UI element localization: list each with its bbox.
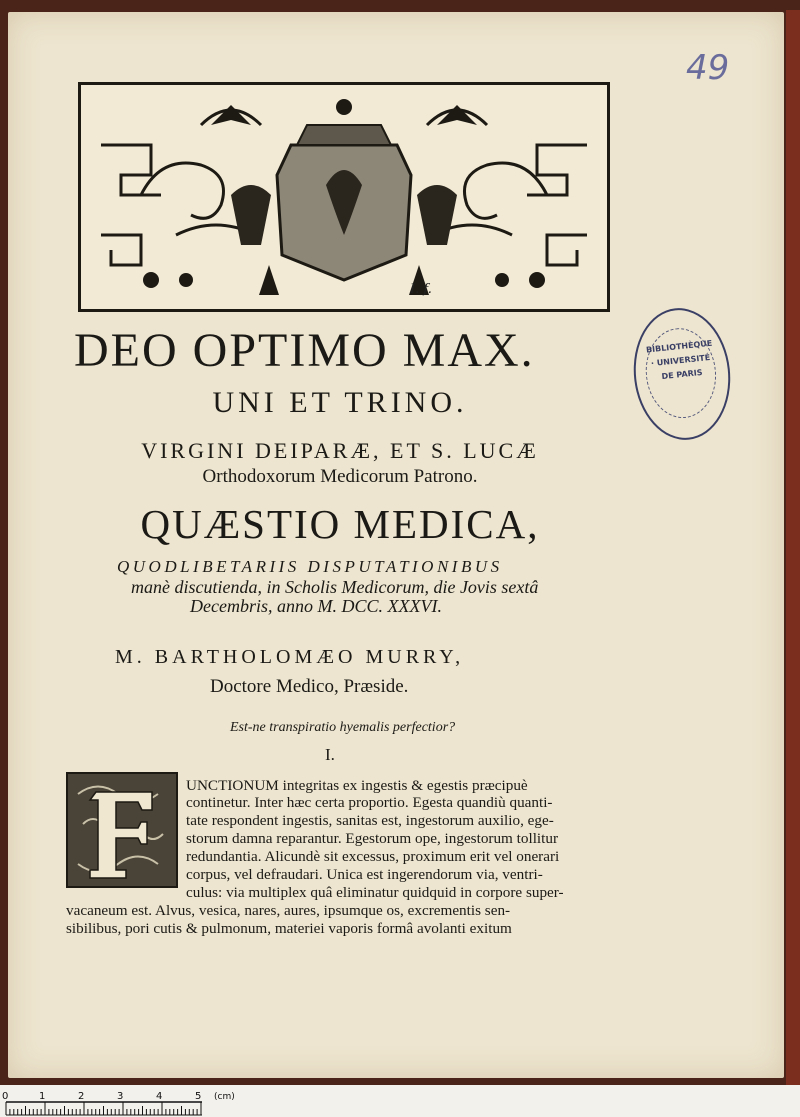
page-number: 49 [686, 48, 730, 88]
headpiece-ornament [78, 82, 610, 312]
body-text-line: tate respondent ingestis, sanitas est, ingestorum auxilio, ege- [186, 812, 554, 829]
heading-patrono: Orthodoxorum Medicorum Patrono. [202, 466, 478, 487]
stamp-text: BIBLIOTHÈQUE · UNIVERSITÉ DE PARIS [645, 338, 713, 382]
scale-ruler [2, 1088, 262, 1116]
section-numeral: I. [325, 745, 335, 764]
body-text-line: UNCTIONUM integritas ex ingestis & egestis præcipuè [186, 777, 528, 794]
body-text-line: culus: via multiplex quâ eliminatur quidquid in corpore super- [186, 884, 564, 901]
book-edge [786, 10, 800, 1085]
ornament-monogram: I. f. [410, 282, 432, 297]
body-text-line: continetur. Inter hæc certa proportio. Egesta quandiù quanti- [186, 794, 553, 811]
decorated-initial-f [66, 772, 178, 888]
praeses-title: Doctore Medico, Præside. [210, 676, 409, 697]
ruler-label: 0 [2, 1091, 9, 1102]
ruler-label: 1 [39, 1091, 46, 1102]
ruler-label: 2 [78, 1091, 85, 1102]
heading-uni-et-trino: UNI ET TRINO. [212, 386, 468, 419]
disputation-line-1: QUODLIBETARIIS DISPUTATIONIBUS [117, 557, 503, 576]
ornament-illustration [81, 85, 607, 309]
heading-deo-optimo: DEO OPTIMO MAX. [74, 324, 535, 377]
initial-illustration [68, 774, 176, 886]
body-text-line: corpus, vel defraudari. Unica est ingerendorum via, ventri- [186, 866, 543, 883]
question-line: Est-ne transpiratio hyemalis perfectior? [230, 720, 456, 735]
body-text-line: storum damna reparantur. Egestorum ope, ingestorum tollitur [186, 830, 559, 847]
ruler-label: 3 [117, 1091, 124, 1102]
heading-virgini: VIRGINI DEIPARÆ, ET S. LUCÆ [141, 438, 539, 463]
body-text-line: redundantia. Alicundè sit excessus, proximum erit vel onerari [186, 848, 560, 865]
ruler-label: 5 [195, 1091, 202, 1102]
heading-quaestio-medica: QUÆSTIO MEDICA, [140, 501, 540, 547]
ruler-label: 4 [156, 1091, 163, 1102]
disputation-line-3: Decembris, anno M. DCC. XXXVI. [190, 596, 442, 616]
praeses-name: M. BARTHOLOMÆO MURRY, [115, 646, 465, 668]
body-text-line: sibilibus, pori cutis & pulmonum, materiei vaporis formâ avolanti exitum [66, 920, 512, 937]
body-text-line: vacaneum est. Alvus, vesica, nares, aures, ipsumque os, excrementis sen- [66, 902, 511, 919]
ruler-unit: (cm) [214, 1092, 235, 1102]
disputation-line-2: manè discutienda, in Scholis Medicorum, die Jovis sextâ [131, 577, 539, 597]
